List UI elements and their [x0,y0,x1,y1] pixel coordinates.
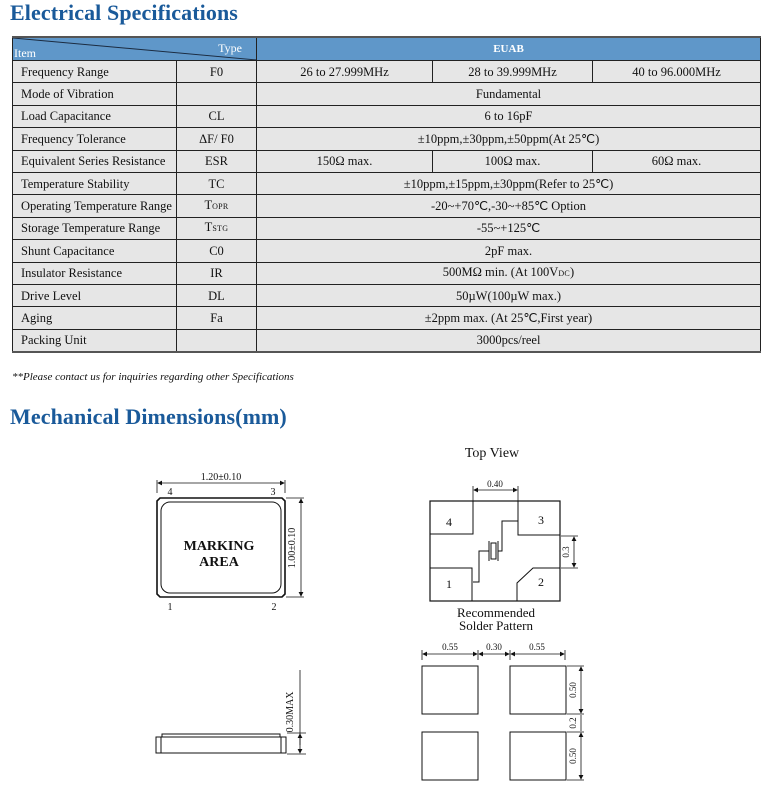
package-lid-side [162,734,280,737]
row-value: 50µW(100µW max.) [257,284,761,306]
type-main: T [204,220,213,235]
row-type: F0 [177,61,257,83]
value-end: ) [570,265,575,280]
spec-footnote: **Please contact us for inquiries regarding other Specifications [12,371,294,383]
pad-height-top-label: 0.50 [568,682,578,698]
solder-pattern-title-1: Recommended [457,605,535,620]
row-value: -55~+125℃ [257,217,761,239]
row-value: 28 to 39.999MHz [433,61,593,83]
row-item: Packing Unit [13,329,177,352]
row-value: ±10ppm,±15ppm,±30ppm(Refer to 25℃) [257,172,761,194]
row-item: Equivalent Series Resistance [13,150,177,172]
row-value: 60Ω max. [593,150,761,172]
item-header: Item [14,46,36,60]
row-type: C0 [177,240,257,262]
type-main: T [204,198,213,213]
model-header: EUAB [257,37,761,61]
row-item: Operating Temperature Range [13,195,177,217]
value-main: 500MΩ min. (At 100V [442,265,559,280]
row-value: ±2ppm max. (At 25℃,First year) [257,307,761,329]
row-item: Storage Temperature Range [13,217,177,239]
pin-2-label: 2 [271,602,277,613]
row-type: ΔF/ F0 [177,128,257,150]
row-item: Mode of Vibration [13,83,177,105]
gap-x-label: 0.30 [486,642,502,652]
pin-1-label: 1 [167,602,173,613]
solder-pattern-title-2: Solder Pattern [458,618,534,633]
row-item: Frequency Tolerance [13,128,177,150]
marking-label-2: AREA [199,555,239,570]
top-view-title: Top View [464,446,520,461]
row-value: 100Ω max. [433,150,593,172]
row-type: DL [177,284,257,306]
row-value: Fundamental [257,83,761,105]
pin-4-label: 4 [167,487,173,498]
gap-y-label: 0.2 [568,717,578,729]
solder-pad-bottom-right [510,732,566,780]
solder-pad-top-left [422,666,478,714]
type-header: Type [218,41,242,55]
row-value: 40 to 96.000MHz [593,61,761,83]
type-subscript: STG [212,224,229,234]
mechanical-dims-title: Mechanical Dimensions(mm) [10,404,287,429]
top-pin-1: 1 [446,577,452,591]
solder-pad-bottom-left [422,732,478,780]
row-value: 6 to 16pF [257,105,761,127]
row-value: ±10ppm,±30ppm,±50ppm(At 25℃) [257,128,761,150]
trace-right [498,521,518,551]
row-item: Temperature Stability [13,172,177,194]
row-value: 3000pcs/reel [257,329,761,352]
height-dim-label: 1.00±0.10 [287,527,298,569]
side-height-dim-label: 0.30MAX [285,691,296,733]
row-item: Aging [13,307,177,329]
pad-height-bottom-label: 0.50 [568,748,578,764]
crystal-body [491,543,496,559]
row-type: TC [177,172,257,194]
row-item: Load Capacitance [13,105,177,127]
value-subscript: DC [558,269,571,279]
row-value: -20~+70℃,-30~+85℃ Option [257,195,761,217]
row-type: Fa [177,307,257,329]
row-item: Shunt Capacitance [13,240,177,262]
row-type: IR [177,262,257,284]
marking-label-1: MARKING [183,539,255,554]
row-item: Insulator Resistance [13,262,177,284]
row-value: 150Ω max. [257,150,433,172]
pad-gap-dim-label: 0.40 [487,479,503,489]
top-pin-2: 2 [538,575,544,589]
row-type: ESR [177,150,257,172]
row-value: 26 to 27.999MHz [257,61,433,83]
width-dim-label: 1.20±0.10 [200,472,242,483]
package-side-view [156,670,306,754]
row-type: CL [177,105,257,127]
top-pin-4: 4 [446,515,452,529]
package-body-side [156,737,286,753]
pad-width-left-label: 0.55 [442,642,458,652]
row-item: Frequency Range [13,61,177,83]
top-pin-3: 3 [538,513,544,527]
electrical-specs-title: Electrical Specifications [10,0,238,25]
row-value: 2pF max. [257,240,761,262]
top-view-drawing [430,486,578,601]
solder-pad-top-right [510,666,566,714]
trace-left [473,551,489,582]
side-gap-dim-label: 0.3 [561,546,571,558]
type-subscript: OPR [212,202,229,212]
pin-3-label: 3 [270,487,276,498]
row-item: Drive Level [13,284,177,306]
pad-width-right-label: 0.55 [529,642,545,652]
solder-pattern-drawing [422,650,584,780]
